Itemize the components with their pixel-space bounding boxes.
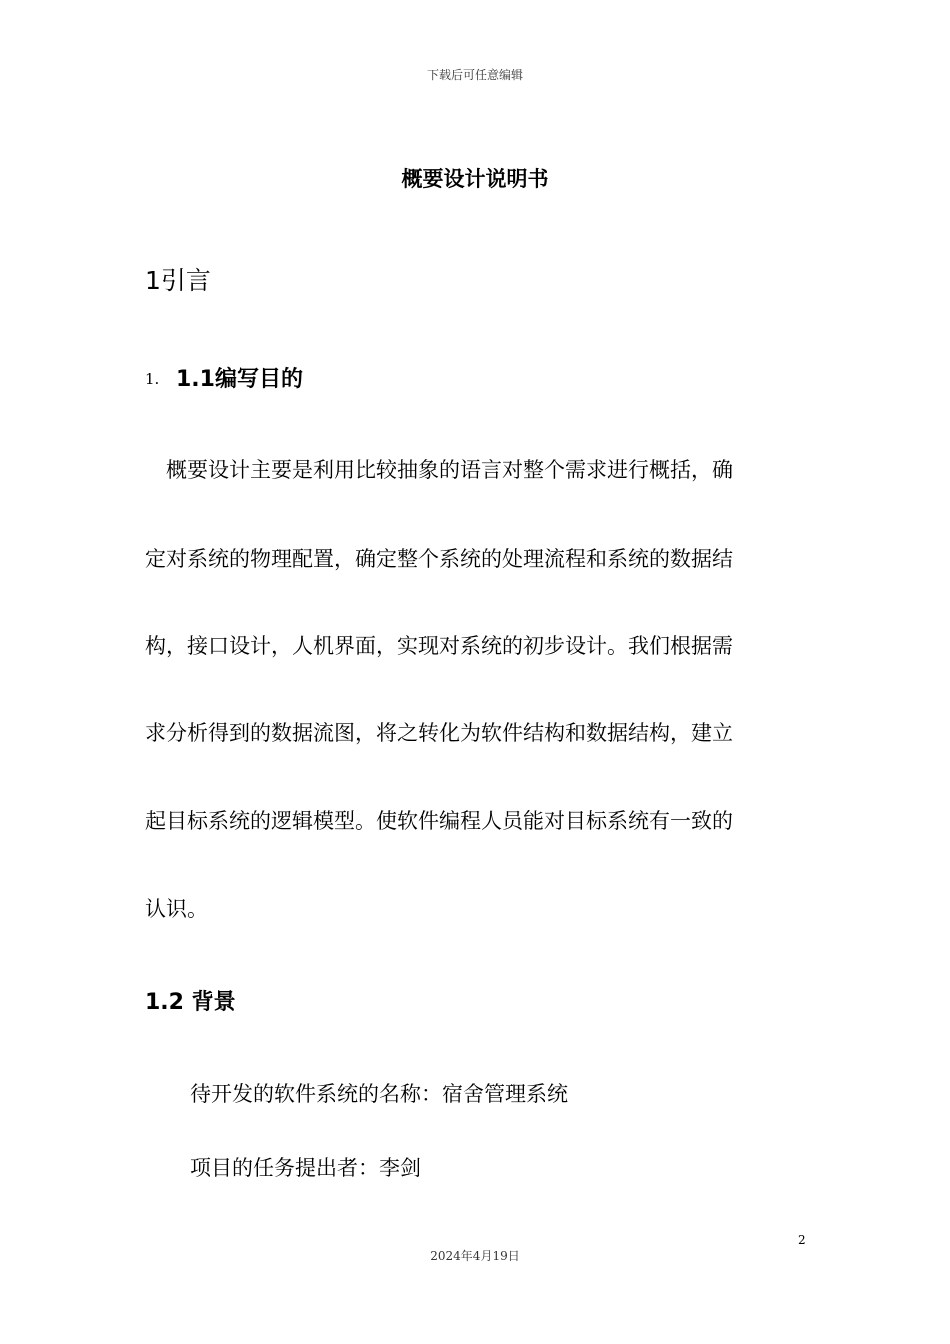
list-number: 1. bbox=[145, 370, 160, 388]
section-heading-intro: 1引言 bbox=[145, 266, 211, 295]
paragraph-line: 起目标系统的逻辑模型。使软件编程人员能对目标系统有一致的 bbox=[145, 809, 733, 833]
section-heading-background: 1.2 背景 bbox=[145, 990, 236, 1015]
paragraph-line: 概要设计主要是利用比较抽象的语言对整个需求进行概括，确 bbox=[145, 458, 733, 482]
paragraph-line: 定对系统的物理配置，确定整个系统的处理流程和系统的数据结 bbox=[145, 547, 733, 571]
paragraph-line: 构，接口设计，人机界面，实现对系统的初步设计。我们根据需 bbox=[145, 634, 733, 658]
paragraph-line: 认识。 bbox=[145, 897, 208, 921]
background-item-proposer: 项目的任务提出者：李剑 bbox=[190, 1156, 421, 1180]
document-title: 概要设计说明书 bbox=[401, 167, 549, 191]
paragraph-line: 求分析得到的数据流图，将之转化为软件结构和数据结构，建立 bbox=[145, 721, 733, 745]
page-header: 下载后可任意编辑 bbox=[426, 68, 523, 82]
section-heading-purpose: 1.1编写目的 bbox=[176, 367, 303, 392]
page-footer-date: 2024年4月19日 bbox=[430, 1249, 520, 1263]
background-item-system-name: 待开发的软件系统的名称：宿舍管理系统 bbox=[190, 1082, 568, 1106]
page-number: 2 bbox=[798, 1233, 806, 1247]
